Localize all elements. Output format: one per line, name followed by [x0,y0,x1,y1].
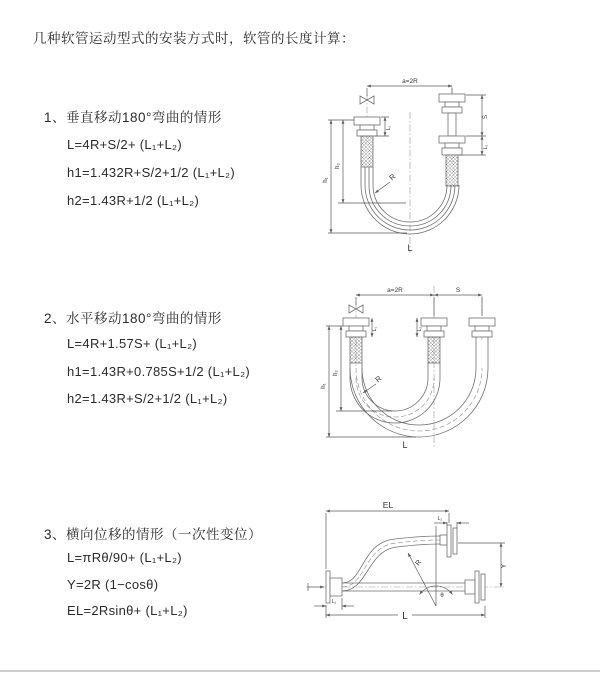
centerlines [356,286,482,448]
section-2-formula-L: L=4R+1.57S+ (L₁+L₂) [67,336,198,351]
braided-hose-section [446,155,458,186]
centerlines [367,86,452,253]
dim-h2-label: h₂ [335,163,341,169]
dim-l2 [434,516,469,528]
radius-callout [375,172,398,193]
dim-y-label: Y [501,563,508,569]
length-label: L [402,611,408,622]
dim-h [321,326,416,437]
diagram-vertical-180 [310,70,600,265]
dim-l1-label: L₁ [386,125,392,131]
section-1-formula-h2: h2=1.43R+1/2 (L₁+L₂) [67,193,200,208]
dim-a2r [367,78,452,96]
dim-a2r [356,287,482,316]
u-hose-moved [350,337,488,437]
right-fitting-moved [469,318,495,337]
diagram-lateral-displacement [298,498,600,658]
section-3-formula-EL: EL=2Rsinθ+ (L₁+L₂) [67,603,188,618]
dim-h1-label: h₁ [321,383,327,389]
left-fitting [354,117,380,167]
dim-h1-label: h₁ [323,177,329,183]
angle-theta-label: θ [440,593,444,599]
dim-a2r-label: a=2R [387,287,403,294]
length-label: L [407,243,413,253]
braided-hose-section [350,337,362,363]
diagram-horizontal-180 [310,278,600,463]
left-edge-mark [308,583,324,591]
section-3-formula-L: L=πRθ/90+ (L₁+L₂) [67,550,182,565]
dim-l1 [372,318,378,337]
radius-label: R [373,373,384,385]
raised-flange-displaced [440,525,457,557]
dim-l2-label: L₂ [417,326,423,332]
dim-l2-label: L₂ [437,516,443,522]
section-3-formula-Y: Y=2R (1−cosθ) [67,577,159,592]
radius-label: R [387,171,398,183]
section-2-formula-h1: h1=1.43R+0.785S+1/2 (L₁+L₂) [67,364,251,379]
section-1-heading: 1、垂直移动180°弯曲的情形 [44,110,222,125]
middle-fitting [421,318,447,363]
page-title: 几种软管运动型式的安装方式时，软管的长度计算： [33,31,355,46]
dim-l [326,605,485,622]
right-fitting [439,94,465,186]
dim-s-label: S [483,114,489,120]
dim-h2-label: h₂ [333,370,339,376]
length-label: L [402,440,408,450]
braided-hose-section [361,136,373,167]
section-1-formula-L: L=4R+S/2+ (L₁+L₂) [67,137,182,152]
section-2-heading: 2、水平移动180°弯曲的情形 [44,311,222,326]
dim-l1-label: L₁ [372,326,378,332]
section-3-heading: 3、横向位移的情形（一次性变位） [44,527,263,542]
left-fitting [343,318,369,363]
right-flange-original [465,571,485,603]
braided-hose-section [428,337,440,363]
dim-s-label: S [455,287,461,294]
section-1-formula-h1: h1=1.432R+S/2+1/2 (L₁+L₂) [67,165,235,180]
dim-l2-label: L₂ [483,144,489,150]
dim-el [326,500,449,569]
page-bottom-rule [0,670,600,672]
dim-el-label: EL [382,500,394,510]
dim-a2r-label: a=2R [402,78,418,85]
dim-l1-label: L₁ [331,599,337,605]
dim-s-l2 [459,95,489,155]
dim-l1 [314,598,354,610]
radius-label: R [414,558,424,568]
section-2-formula-h2: h2=1.43R+S/2+1/2 (L₁+L₂) [67,391,228,406]
